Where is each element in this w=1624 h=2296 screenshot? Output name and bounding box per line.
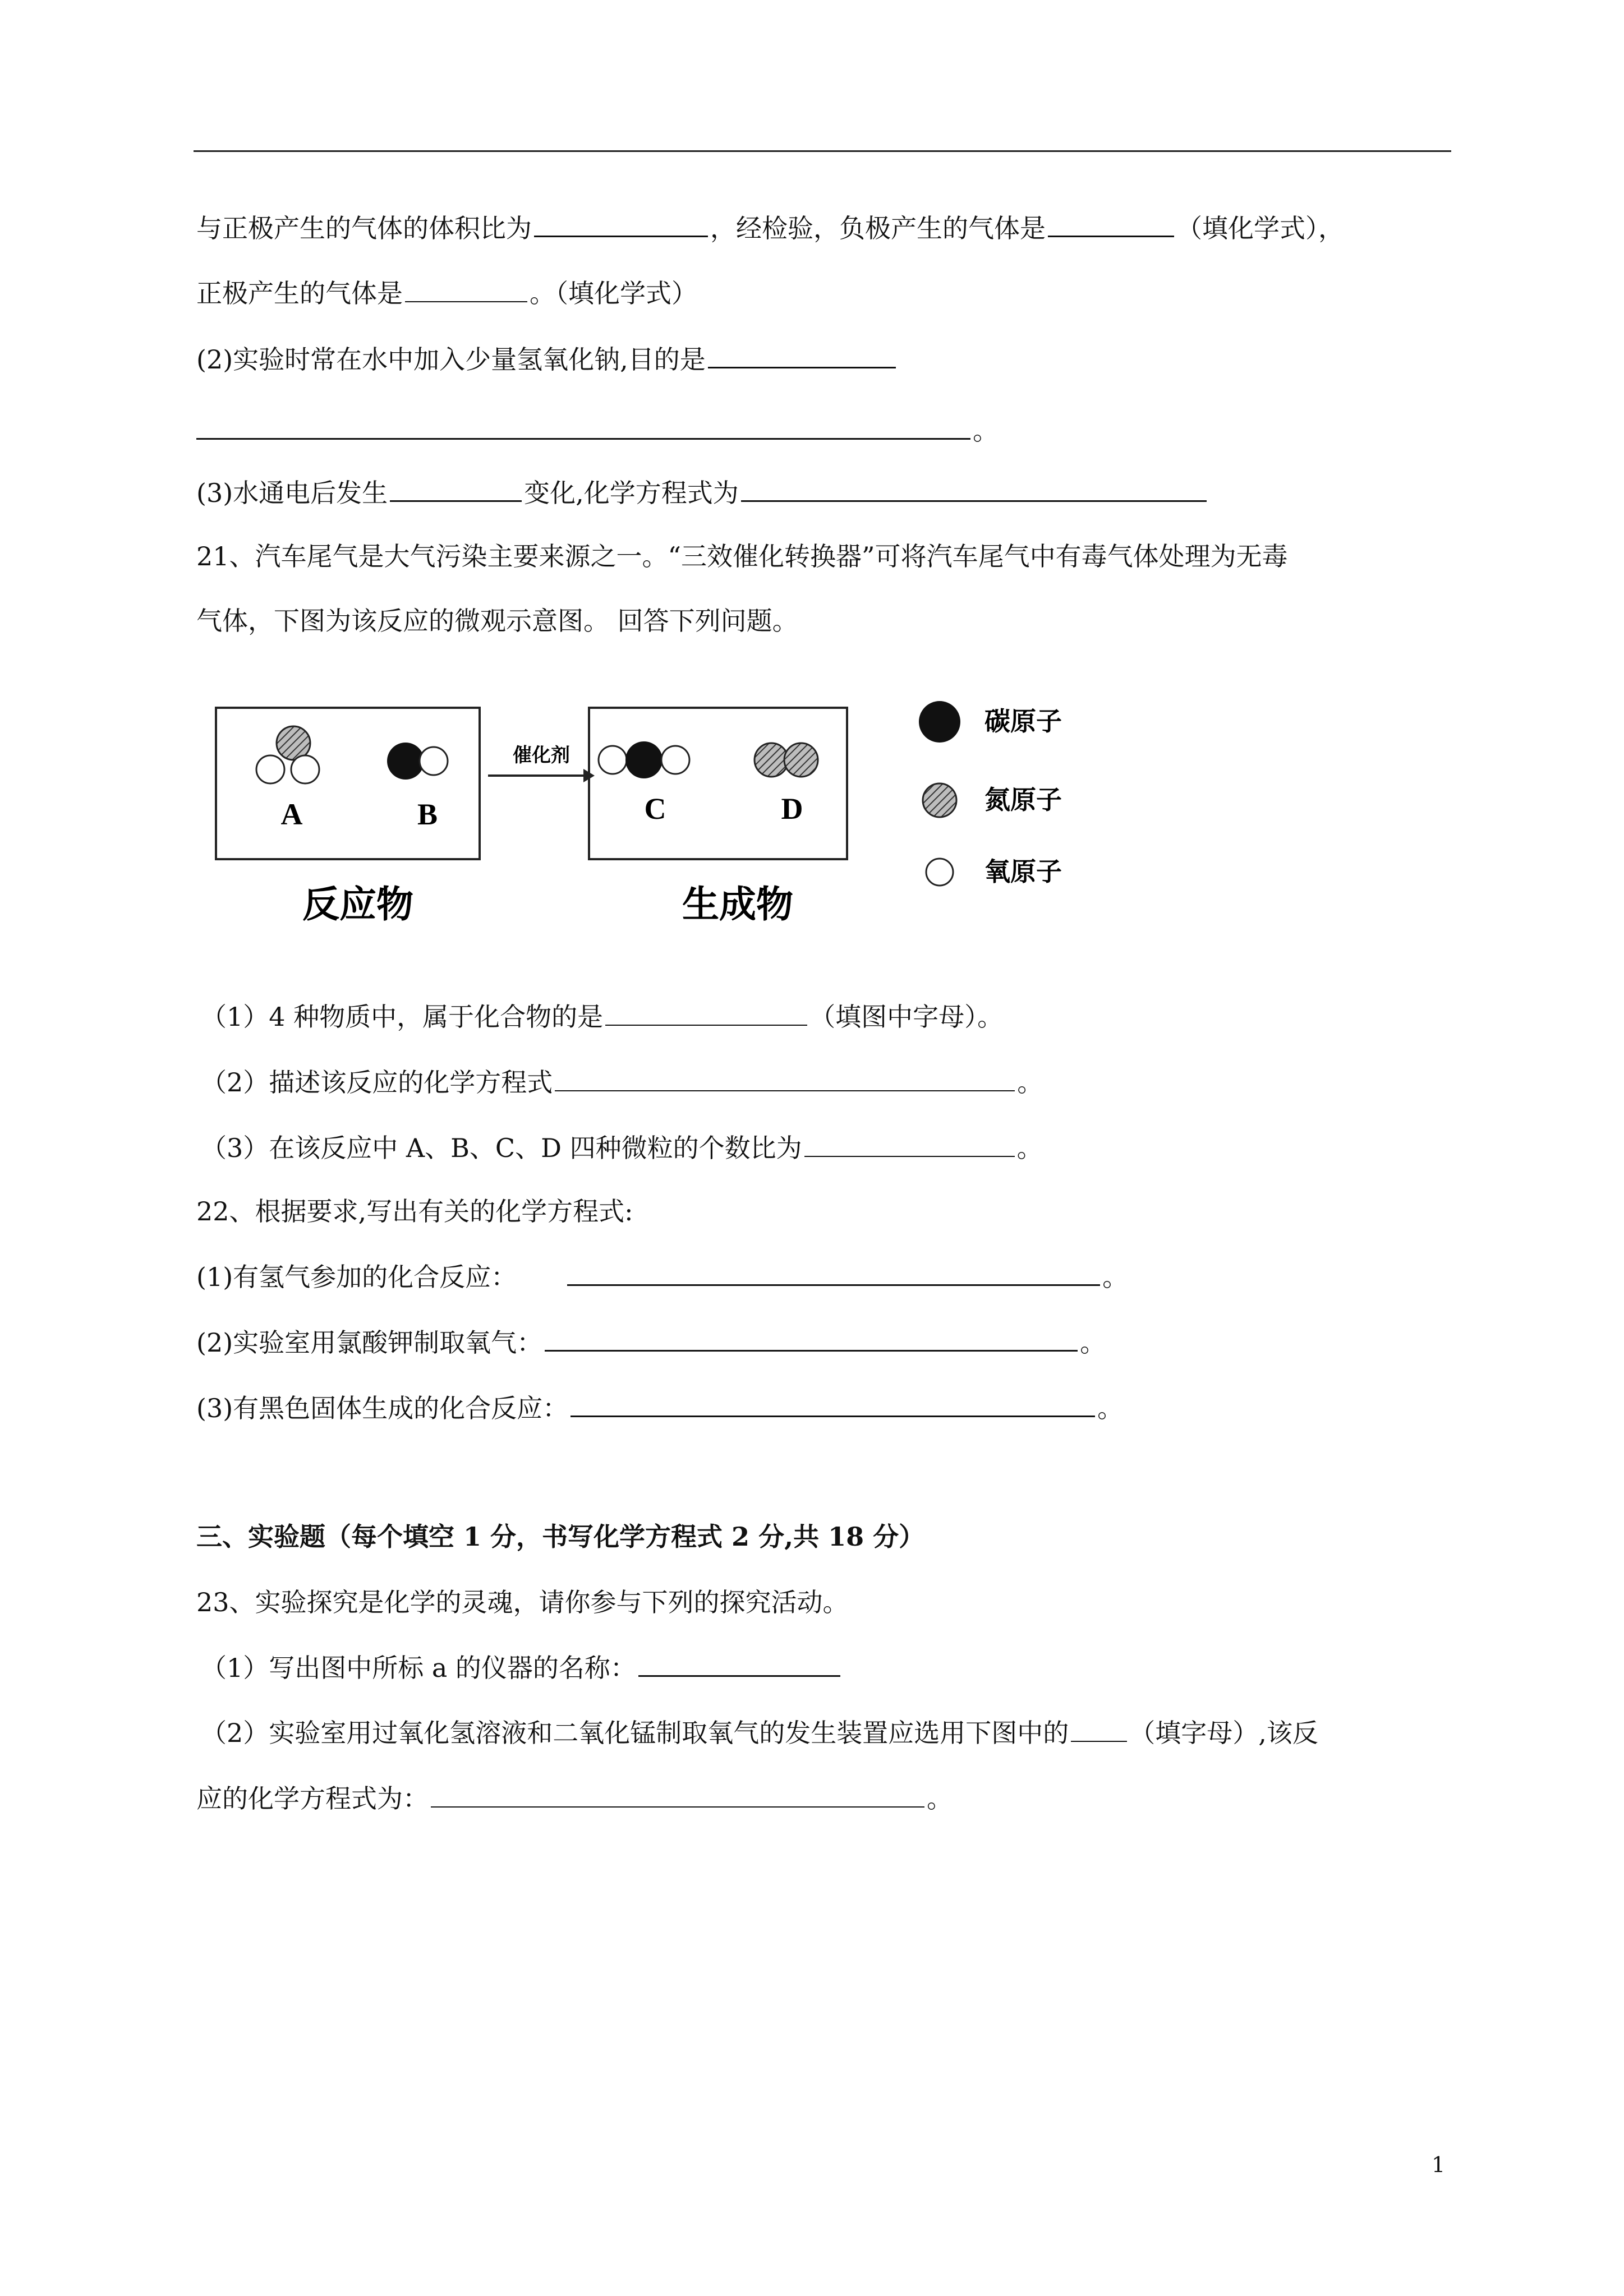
legend-nitrogen-icon (923, 783, 956, 817)
q22-part-2: (2)实验室用氯酸钾制取氧气： 。 (196, 1325, 1106, 1359)
reactants-box (216, 708, 480, 859)
products-label: 生成物 (682, 882, 793, 926)
reactants-label: 反应物 (302, 882, 413, 926)
answer-blank[interactable] (638, 1650, 840, 1677)
legend-oxygen-icon (926, 859, 953, 886)
molecule-b-oxygen-atom (420, 747, 448, 775)
answer-blank[interactable] (571, 1391, 1095, 1417)
molecule-a-oxygen-atom (291, 755, 319, 783)
answer-blank[interactable] (605, 1000, 807, 1026)
q20-part-2: (2)实验时常在水中加入少量氢氧化钠,目的是 (196, 342, 898, 376)
answer-blank[interactable] (431, 1782, 924, 1808)
molecule-b-carbon-atom (387, 743, 424, 780)
q20-line-2: 正极产生的气体是 。（填化学式） (196, 276, 697, 310)
catalyst-label: 催化剂 (513, 744, 570, 767)
legend-oxygen-label: 氧原子 (984, 856, 1062, 887)
molecule-b-label: B (417, 797, 438, 831)
answer-blank[interactable] (804, 1131, 1015, 1157)
q21-part-2: （2）描述该反应的化学方程式 。 (201, 1066, 1043, 1099)
q23-stem: 23、实验探究是化学的灵魂，请你参与下列的探究活动。 (196, 1587, 849, 1617)
answer-blank[interactable] (1071, 1716, 1127, 1742)
answer-blank[interactable] (708, 342, 896, 368)
molecule-d-nitrogen-atom (784, 743, 818, 777)
q20-part-2-continued: 。 (196, 413, 999, 448)
molecule-c-oxygen-atom (661, 746, 689, 774)
answer-blank[interactable] (555, 1066, 1015, 1091)
legend-carbon-label: 碳原子 (984, 706, 1062, 736)
q21-stem-line-2: 气体，下图为该反应的微观示意图。 回答下列问题。 (196, 606, 798, 636)
answer-blank[interactable] (1048, 211, 1174, 237)
molecule-c-carbon-atom (625, 741, 663, 778)
q23-part-2-continued: 应的化学方程式为： 。 (196, 1782, 953, 1815)
molecule-d-label: D (781, 792, 803, 826)
legend-nitrogen-label: 氮原子 (984, 785, 1062, 815)
q23-part-2: （2）实验室用过氧化氢溶液和二氧化锰制取氧气的发生装置应选用下图中的 （填字母）,该反 (201, 1716, 1318, 1750)
section-3-title: 三、实验题（每个填空 1 分，书写化学方程式 2 分,共 18 分） (196, 1522, 925, 1552)
molecule-c-label: C (644, 792, 666, 826)
answer-blank[interactable] (567, 1260, 1100, 1286)
answer-blank[interactable] (196, 413, 970, 440)
molecule-a-label: A (280, 797, 303, 831)
legend-carbon-icon (919, 701, 960, 743)
molecule-d-nitrogen-atom (755, 743, 788, 777)
q20-line-1: 与正极产生的气体的体积比为 ，经检验，负极产生的气体是 （填化学式）， (196, 211, 1344, 245)
q22-stem: 22、根据要求,写出有关的化学方程式: (196, 1196, 633, 1227)
answer-blank[interactable] (534, 211, 708, 237)
q21-part-1: （1）4 种物质中，属于化合物的是 （填图中字母）。 (201, 1000, 1003, 1034)
page-number: 1 (1432, 2152, 1446, 2177)
answer-blank[interactable] (405, 276, 527, 302)
q20-part-3: (3)水通电后发生 变化,化学方程式为 (196, 476, 1209, 510)
answer-blank[interactable] (741, 476, 1207, 502)
answer-blank[interactable] (545, 1325, 1078, 1352)
q21-stem-line-1: 21、汽车尾气是大气污染主要来源之一。“三效催化转换器”可将汽车尾气中有毒气体处理为无毒 (196, 541, 1288, 571)
products-box (589, 708, 847, 859)
reaction-micro-diagram (213, 695, 1139, 942)
q22-part-3: (3)有黑色固体生成的化合反应： 。 (196, 1391, 1123, 1425)
q23-part-1: （1）写出图中所标 a 的仪器的名称： (201, 1650, 843, 1685)
answer-blank[interactable] (390, 476, 522, 502)
molecule-a-oxygen-atom (256, 755, 284, 783)
header-rule (194, 150, 1451, 152)
q22-part-1: (1)有氢气参加的化合反应： 。 (196, 1260, 1128, 1294)
molecule-c-oxygen-atom (599, 746, 627, 774)
q21-part-3: （3）在该反应中 A、B、C、D 四种微粒的个数比为 。 (201, 1131, 1043, 1165)
